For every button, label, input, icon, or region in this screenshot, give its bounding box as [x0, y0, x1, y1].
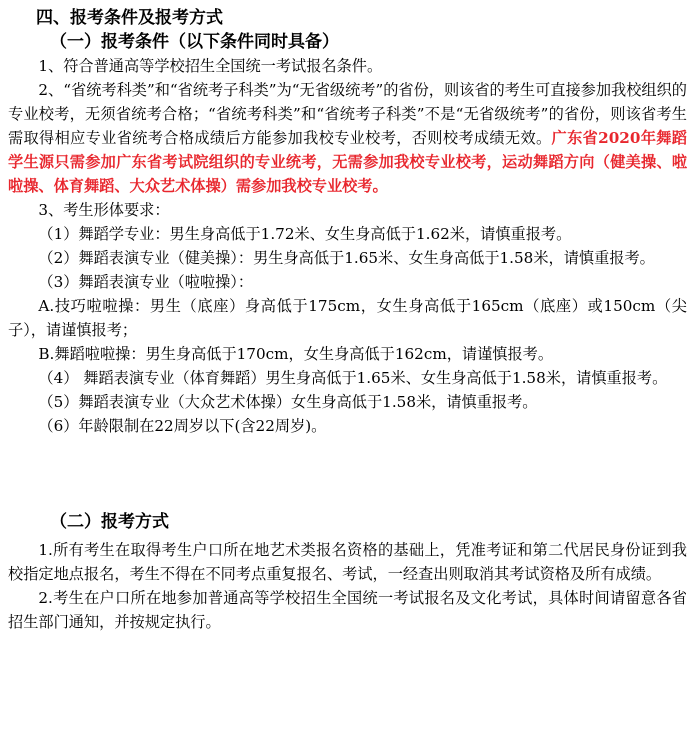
condition-item-2-highlight: 广东省2020年舞蹈学生源只需参加广东省考试院组织的专业统考，无需参加我校专业校考，运动舞蹈方向（健美操、啦啦操、体育舞蹈、大众艺术体操）需参加我校专业校考。: [8, 129, 687, 195]
body-requirement-4: （4） 舞蹈表演专业（体育舞蹈）男生身高低于1.65米、女生身高低于1.58米，请慎重报考。: [38, 369, 668, 387]
body-requirement-3: （3）舞蹈表演专业（啦啦操）：: [38, 273, 254, 291]
condition-item-3: 3、考生形体要求：: [38, 201, 170, 219]
condition-item-2-text: 2、“省统考科类”和“省统考子科类”为“无省级统考”的省份，则该省的考生可直接参加我校组织的专业校考，无须省统考合格；“省统考科类”和“省统考子科类”不是“无省级统考”的省份，则该省考生需取得相应专业省统考合格成绩后方能参加我校专业校考，否则校考成绩无效。: [8, 81, 687, 147]
condition-item-1: 1、符合普通高等学校招生全国统一考试报名条件。: [38, 57, 383, 75]
body-requirement-5: （5）舞蹈表演专业（大众艺术体操）女生身高低于1.58米，请慎重报考。: [38, 393, 538, 411]
body-requirement-3a: A.技巧啦啦操：男生（底座）身高低于175cm，女生身高低于165cm（底座）或150cm（尖子），请谨慎报考；: [8, 297, 687, 339]
section-title: 四、报考条件及报考方式: [36, 8, 223, 28]
body-requirement-1: （1）舞蹈学专业：男生身高低于1.72米、女生身高低于1.62米，请慎重报考。: [38, 225, 572, 243]
subsection-title-conditions: （一）报考条件（以下条件同时具备）: [50, 32, 339, 52]
method-item-1: 1.所有考生在取得考生户口所在地艺术类报名资格的基础上，凭准考证和第二代居民身份证到我校指定地点报名，考生不得在不同考点重复报名、考试，一经查出则取消其考试资格及所有成绩。: [8, 541, 687, 583]
spacer: [8, 438, 687, 510]
body-requirement-2: （2）舞蹈表演专业（健美操）：男生身高低于1.65米、女生身高低于1.58米，请慎重报考。: [38, 249, 655, 267]
method-item-2: 2.考生在户口所在地参加普通高等学校招生全国统一考试报名及文化考试，具体时间请留意各省招生部门通知，并按规定执行。: [8, 589, 687, 631]
body-requirement-3b: B.舞蹈啦啦操：男生身高低于170cm，女生身高低于162cm，请谨慎报考。: [38, 345, 554, 363]
subsection-title-method: （二）报考方式: [50, 512, 169, 532]
body-requirement-6: （6）年龄限制在22周岁以下(含22周岁)。: [38, 417, 327, 435]
condition-item-2: [8, 78, 687, 198]
